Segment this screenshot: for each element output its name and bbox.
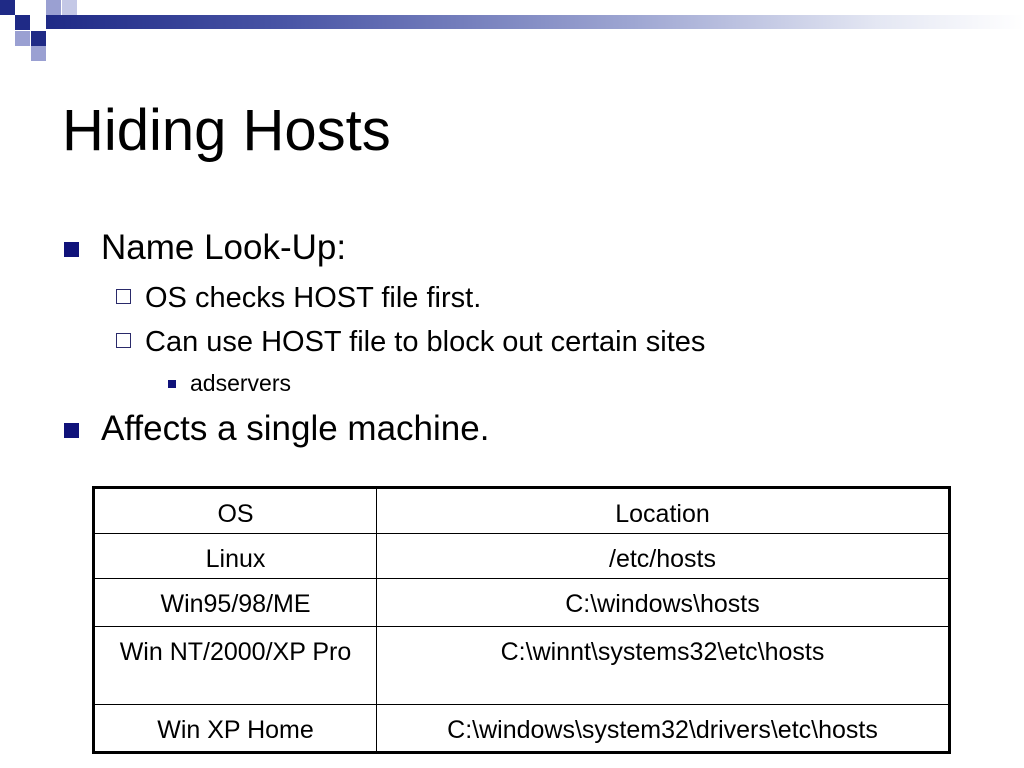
hollow-square-bullet-icon bbox=[116, 333, 131, 348]
table-header-cell: OS bbox=[94, 488, 377, 534]
hosts-location-table bbox=[92, 486, 951, 754]
table-cell-os: Win XP Home bbox=[94, 705, 377, 753]
square-bullet-icon bbox=[64, 242, 79, 257]
table-cell-location: C:\windows\hosts bbox=[377, 579, 950, 627]
table-cell-location: /etc/hosts bbox=[377, 534, 950, 579]
table-cell-os: Win NT/2000/XP Pro bbox=[94, 627, 377, 705]
table-cell-location: C:\winnt\systems32\etc\hosts bbox=[377, 627, 950, 705]
sub-bullet-text: OS checks HOST file first. bbox=[145, 282, 482, 314]
bullet-text: Affects a single machine. bbox=[101, 409, 490, 448]
table-cell-os: Linux bbox=[94, 534, 377, 579]
square-bullet-icon bbox=[168, 380, 176, 388]
table-header-cell: Location bbox=[377, 488, 950, 534]
table-row bbox=[94, 579, 950, 627]
square-bullet-icon bbox=[64, 423, 79, 438]
bullet-text: Name Look-Up: bbox=[101, 228, 347, 267]
table-cell-os: Win95/98/ME bbox=[94, 579, 377, 627]
sub-bullet-text: Can use HOST file to block out certain sites bbox=[145, 326, 706, 358]
slide-title: Hiding Hosts bbox=[62, 98, 391, 163]
hollow-square-bullet-icon bbox=[116, 289, 131, 304]
table-row bbox=[94, 534, 950, 579]
table-header-row bbox=[94, 488, 950, 534]
table-row bbox=[94, 627, 950, 705]
table-cell-location: C:\windows\system32\drivers\etc\hosts bbox=[377, 705, 950, 753]
sub-sub-bullet-text: adservers bbox=[190, 370, 291, 396]
table-row bbox=[94, 705, 950, 753]
